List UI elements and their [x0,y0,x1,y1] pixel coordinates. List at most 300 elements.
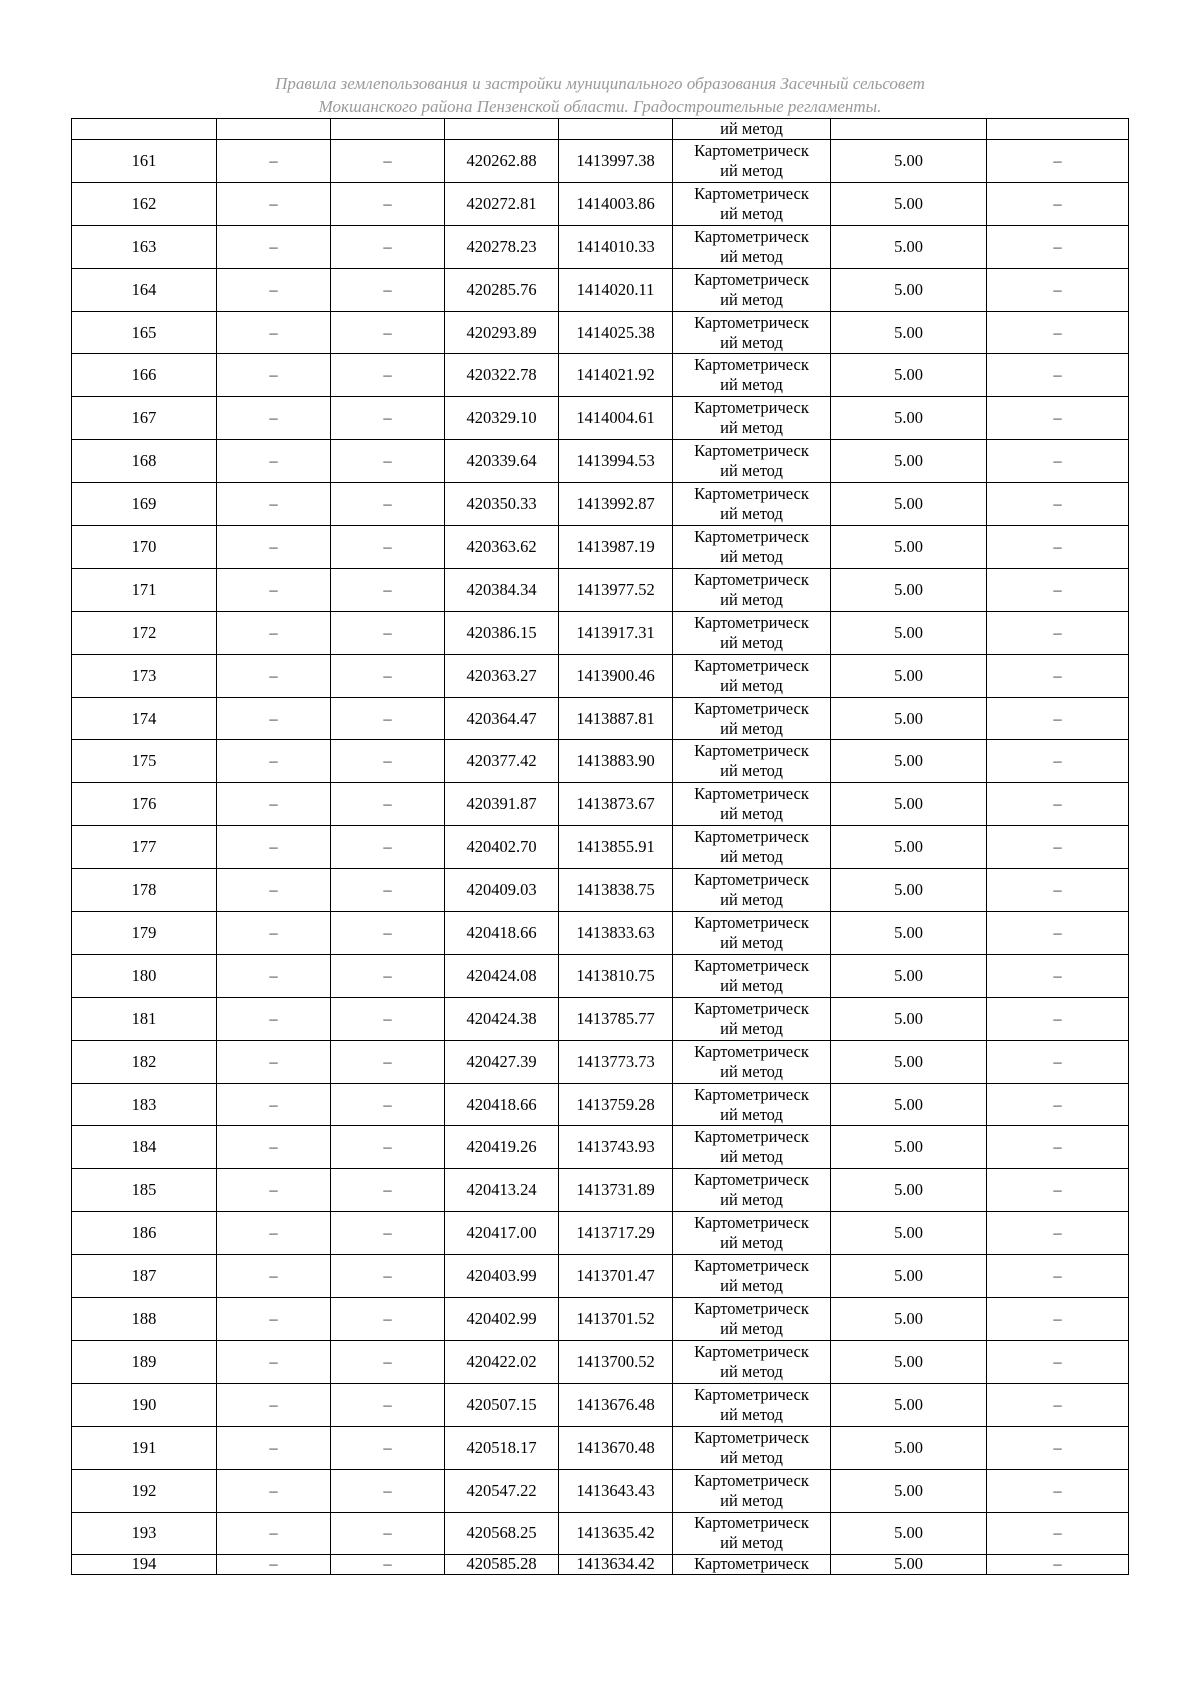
method-line-2: ий метод [720,932,783,952]
cell-number: 170 [72,526,217,569]
method-line-1: Картометрическ [694,398,809,418]
cell-col3: – [331,826,445,869]
cell-number: 169 [72,483,217,526]
cell-col8: – [987,568,1129,611]
cell-x: 420363.62 [445,526,559,569]
cell-col2: – [217,526,331,569]
method-line-1: Картометрическ [694,1427,809,1447]
cell-accuracy: 5.00 [831,826,987,869]
cell-x: 420377.42 [445,740,559,783]
cell-method [673,397,831,440]
cell-col3 [331,119,445,140]
cell-number: 188 [72,1298,217,1341]
method-line-1: Картометрическ [694,698,809,718]
cell-number: 187 [72,1255,217,1298]
table-row [72,954,1129,997]
cell-number: 189 [72,1340,217,1383]
cell-method [673,826,831,869]
header-line-1: Правила землепользования и застройки муниципального образования Засечный сельсовет [275,74,925,93]
cell-col3: – [331,440,445,483]
cell-col2: – [217,568,331,611]
table-row [72,912,1129,955]
cell-accuracy: 5.00 [831,954,987,997]
cell-accuracy: 5.00 [831,268,987,311]
cell-accuracy [831,119,987,140]
cell-x: 420278.23 [445,225,559,268]
cell-x: 420350.33 [445,483,559,526]
table-row [72,1083,1129,1126]
cell-method [673,182,831,225]
cell-method [673,1426,831,1469]
cell-col8: – [987,1255,1129,1298]
method-line-2: ий метод [720,1404,783,1424]
cell-number: 175 [72,740,217,783]
cell-col8: – [987,182,1129,225]
cell-col8: – [987,1040,1129,1083]
cell-x: 420422.02 [445,1340,559,1383]
cell-col8: – [987,140,1129,183]
cell-col2: – [217,997,331,1040]
cell-x: 420427.39 [445,1040,559,1083]
method-line-1: Картометрическ [694,312,809,332]
cell-accuracy: 5.00 [831,1426,987,1469]
cell-col2: – [217,1426,331,1469]
table-row [72,1126,1129,1169]
cell-col3: – [331,140,445,183]
cell-col2: – [217,311,331,354]
method-line-2: ий метод [720,1190,783,1210]
table-row-partial [72,1555,1129,1575]
cell-col2: – [217,182,331,225]
cell-x: 420262.88 [445,140,559,183]
method-line-2: ий метод [720,632,783,652]
cell-col2: – [217,1169,331,1212]
cell-accuracy: 5.00 [831,440,987,483]
cell-x: 420568.25 [445,1512,559,1555]
table-body [72,119,1129,1575]
cell-y: 1413994.53 [559,440,673,483]
cell-method [673,869,831,912]
cell-method [673,912,831,955]
cell-col2: – [217,440,331,483]
cell-col3: – [331,912,445,955]
cell-col3: – [331,1040,445,1083]
method-line-2: ий метод [720,718,783,738]
cell-method [673,783,831,826]
table-row [72,1512,1129,1555]
cell-col2: – [217,740,331,783]
cell-number: 186 [72,1212,217,1255]
table-row [72,225,1129,268]
method-line-1: Картометрическ [694,269,809,289]
cell-col8: – [987,1298,1129,1341]
cell-y: 1413887.81 [559,697,673,740]
method-line-2: ий метод [720,160,783,180]
cell-col8: – [987,1126,1129,1169]
cell-accuracy: 5.00 [831,997,987,1040]
method-line-1: Картометрическ [694,741,809,761]
cell-number: 168 [72,440,217,483]
cell-method: ий метод [673,119,831,140]
cell-method [673,140,831,183]
cell-y: 1413643.43 [559,1469,673,1512]
cell-y: 1413855.91 [559,826,673,869]
cell-y: 1413670.48 [559,1426,673,1469]
method-line-1: Картометрическ [694,226,809,246]
method-line-2: ий метод [720,1018,783,1038]
cell-y: 1413810.75 [559,954,673,997]
cell-method [673,1340,831,1383]
cell-method [673,1383,831,1426]
table-row [72,1469,1129,1512]
method-line-1: Картометрическ [694,912,809,932]
cell-col3: – [331,568,445,611]
cell-y: 1414020.11 [559,268,673,311]
table-row [72,483,1129,526]
cell-col2: – [217,1083,331,1126]
cell-method [673,954,831,997]
cell-col8: – [987,954,1129,997]
method-line-1: Картометрическ [694,784,809,804]
table-row [72,997,1129,1040]
cell-col2: – [217,1512,331,1555]
cell-method [673,225,831,268]
cell-accuracy: 5.00 [831,354,987,397]
cell-x: 420424.08 [445,954,559,997]
method-line-2: ий метод [720,375,783,395]
cell-method [673,268,831,311]
cell-method [673,1169,831,1212]
cell-x: 420413.24 [445,1169,559,1212]
cell-col8: – [987,397,1129,440]
method-line-2: ий метод [720,1447,783,1467]
cell-x: 420339.64 [445,440,559,483]
cell-x: 420507.15 [445,1383,559,1426]
method-line-1: Картометрическ [694,484,809,504]
method-line-1: Картометрическ [694,998,809,1018]
method-line-2: ий метод [720,1490,783,1510]
cell-col8: – [987,1383,1129,1426]
coordinates-table [71,118,1129,1575]
cell-col8: – [987,440,1129,483]
cell-y: 1413873.67 [559,783,673,826]
cell-x: 420386.15 [445,611,559,654]
cell-col2: – [217,697,331,740]
cell-accuracy: 5.00 [831,1340,987,1383]
cell-x: 420424.38 [445,997,559,1040]
cell-col3: – [331,1212,445,1255]
cell-col3: – [331,311,445,354]
method-line-2: ий метод [720,675,783,695]
cell-y: 1413785.77 [559,997,673,1040]
table-row [72,140,1129,183]
cell-method [673,440,831,483]
cell-number: 166 [72,354,217,397]
cell-number: 171 [72,568,217,611]
cell-method [673,697,831,740]
method-line-1: Картометрическ [694,1170,809,1190]
cell-col8: – [987,997,1129,1040]
cell-y: 1413634.42 [559,1555,673,1575]
cell-col8: – [987,1555,1129,1575]
cell-col3: – [331,1126,445,1169]
method-line-1: Картометрическ [694,955,809,975]
cell-y: 1413701.52 [559,1298,673,1341]
cell-accuracy: 5.00 [831,1083,987,1126]
cell-method: Картометрическ [673,1555,831,1575]
table-row [72,611,1129,654]
method-line-1: Картометрическ [694,1513,809,1533]
cell-col8: – [987,483,1129,526]
cell-col8: – [987,354,1129,397]
cell-col3: – [331,740,445,783]
cell-accuracy: 5.00 [831,740,987,783]
cell-col3: – [331,611,445,654]
cell-accuracy: 5.00 [831,1040,987,1083]
table-row [72,311,1129,354]
cell-col3: – [331,1298,445,1341]
cell-number: 194 [72,1555,217,1575]
cell-accuracy: 5.00 [831,654,987,697]
method-line-2: ий метод [720,890,783,910]
cell-method [673,354,831,397]
cell-col2: – [217,1555,331,1575]
table-row [72,1426,1129,1469]
cell-col3: – [331,1426,445,1469]
cell-y: 1413743.93 [559,1126,673,1169]
method-line-1: Картометрическ [694,1384,809,1404]
cell-col2: – [217,869,331,912]
cell-x: 420419.26 [445,1126,559,1169]
cell-method [673,483,831,526]
method-line-2: ий метод [720,246,783,266]
method-line-2: ий метод [720,289,783,309]
cell-col8: – [987,783,1129,826]
method-line-2: ий метод [720,1104,783,1124]
cell-col8: – [987,225,1129,268]
method-line-2: ий метод [720,1233,783,1253]
cell-accuracy: 5.00 [831,397,987,440]
cell-x: 420293.89 [445,311,559,354]
cell-number: 184 [72,1126,217,1169]
cell-accuracy: 5.00 [831,869,987,912]
method-line-2: ий метод [720,761,783,781]
cell-col2: – [217,611,331,654]
cell-x: 420391.87 [445,783,559,826]
method-line-1: Картометрическ [694,1341,809,1361]
cell-col8: – [987,311,1129,354]
cell-col3: – [331,783,445,826]
cell-y: 1413900.46 [559,654,673,697]
cell-col8: – [987,611,1129,654]
method-line-2: ий метод [720,203,783,223]
method-line-1: Картометрическ [694,1127,809,1147]
cell-y: 1414021.92 [559,354,673,397]
cell-number: 173 [72,654,217,697]
cell-col3: – [331,1383,445,1426]
cell-col2 [217,119,331,140]
cell-method [673,568,831,611]
method-line-2: ий метод [720,1361,783,1381]
cell-method [673,740,831,783]
continuation-row [72,119,1129,140]
cell-col3: – [331,1083,445,1126]
cell-number: 178 [72,869,217,912]
table-row [72,526,1129,569]
cell-number: 177 [72,826,217,869]
cell-y: 1413717.29 [559,1212,673,1255]
method-line-2: ий метод [720,1276,783,1296]
cell-col8: – [987,869,1129,912]
cell-method [673,1255,831,1298]
cell-col8: – [987,1169,1129,1212]
cell-number: 164 [72,268,217,311]
cell-col3: – [331,654,445,697]
cell-col2: – [217,483,331,526]
cell-x: 420364.47 [445,697,559,740]
method-line-1: Картометрическ [694,870,809,890]
cell-accuracy: 5.00 [831,783,987,826]
table-row [72,654,1129,697]
cell-number: 176 [72,783,217,826]
cell-y: 1414010.33 [559,225,673,268]
table-row [72,1340,1129,1383]
cell-col2: – [217,268,331,311]
cell-col3: – [331,182,445,225]
cell-x: 420402.99 [445,1298,559,1341]
cell-number: 180 [72,954,217,997]
cell-accuracy: 5.00 [831,1298,987,1341]
cell-accuracy: 5.00 [831,568,987,611]
cell-x: 420418.66 [445,912,559,955]
cell-col8: – [987,654,1129,697]
table-row [72,697,1129,740]
cell-col3: – [331,997,445,1040]
table-row [72,740,1129,783]
cell-col8: – [987,1512,1129,1555]
cell-x: 420363.27 [445,654,559,697]
cell-y: 1414004.61 [559,397,673,440]
cell-col2: – [217,954,331,997]
table-row [72,354,1129,397]
table-row [72,1212,1129,1255]
cell-method [673,1469,831,1512]
cell-x: 420329.10 [445,397,559,440]
cell-y [559,119,673,140]
method-line-2: ий метод [720,1061,783,1081]
cell-y: 1414003.86 [559,182,673,225]
cell-col8: – [987,697,1129,740]
cell-accuracy: 5.00 [831,483,987,526]
cell-col8: – [987,826,1129,869]
cell-accuracy: 5.00 [831,311,987,354]
cell-accuracy: 5.00 [831,1212,987,1255]
cell-number: 182 [72,1040,217,1083]
method-line-1: Картометрическ [694,1213,809,1233]
cell-x: 420547.22 [445,1469,559,1512]
cell-method [673,1298,831,1341]
cell-col3: – [331,268,445,311]
cell-accuracy: 5.00 [831,140,987,183]
method-line-2: ий метод [720,1147,783,1167]
cell-col2: – [217,1298,331,1341]
cell-y: 1413987.19 [559,526,673,569]
cell-number: 161 [72,140,217,183]
cell-accuracy: 5.00 [831,1255,987,1298]
method-line-1: Картометрическ [694,526,809,546]
cell-col2: – [217,654,331,697]
method-line-1: Картометрическ [694,441,809,461]
method-line-1: Картометрическ [694,355,809,375]
cell-number: 165 [72,311,217,354]
cell-y: 1414025.38 [559,311,673,354]
cell-col8: – [987,1340,1129,1383]
table-row [72,1255,1129,1298]
cell-y: 1413700.52 [559,1340,673,1383]
method-line-1: Картометрическ [694,1084,809,1104]
cell-x: 420409.03 [445,869,559,912]
cell-col3: – [331,354,445,397]
method-line-1: Картометрическ [694,827,809,847]
cell-col3: – [331,1255,445,1298]
table-row [72,826,1129,869]
cell-col8: – [987,740,1129,783]
method-line-2: ий метод [720,461,783,481]
cell-x: 420285.76 [445,268,559,311]
method-line-1: Картометрическ [694,569,809,589]
cell-number: 191 [72,1426,217,1469]
cell-accuracy: 5.00 [831,526,987,569]
cell-x: 420418.66 [445,1083,559,1126]
table-row [72,1383,1129,1426]
cell-col2: – [217,397,331,440]
cell-x: 420322.78 [445,354,559,397]
cell-number [72,119,217,140]
cell-method [673,1512,831,1555]
method-line-2: ий метод [720,847,783,867]
cell-col2: – [217,225,331,268]
cell-method [673,997,831,1040]
cell-col2: – [217,1340,331,1383]
cell-col8 [987,119,1129,140]
cell-number: 162 [72,182,217,225]
method-line-1: Картометрическ [694,183,809,203]
cell-number: 179 [72,912,217,955]
cell-method [673,611,831,654]
table-row [72,1298,1129,1341]
cell-col8: – [987,1083,1129,1126]
cell-y: 1413731.89 [559,1169,673,1212]
cell-y: 1413997.38 [559,140,673,183]
cell-x: 420417.00 [445,1212,559,1255]
cell-col8: – [987,1426,1129,1469]
cell-method [673,311,831,354]
cell-accuracy: 5.00 [831,1126,987,1169]
header-line-2: Мокшанского района Пензенской области. Градостроительные регламенты. [318,97,882,116]
table-row [72,268,1129,311]
cell-x: 420402.70 [445,826,559,869]
method-line-2: ий метод [720,589,783,609]
cell-number: 163 [72,225,217,268]
cell-x: 420272.81 [445,182,559,225]
table-row [72,182,1129,225]
cell-y: 1413773.73 [559,1040,673,1083]
cell-col8: – [987,912,1129,955]
cell-col3: – [331,1169,445,1212]
cell-number: 181 [72,997,217,1040]
method-line-1: Картометрическ [694,1256,809,1276]
cell-accuracy: 5.00 [831,1169,987,1212]
